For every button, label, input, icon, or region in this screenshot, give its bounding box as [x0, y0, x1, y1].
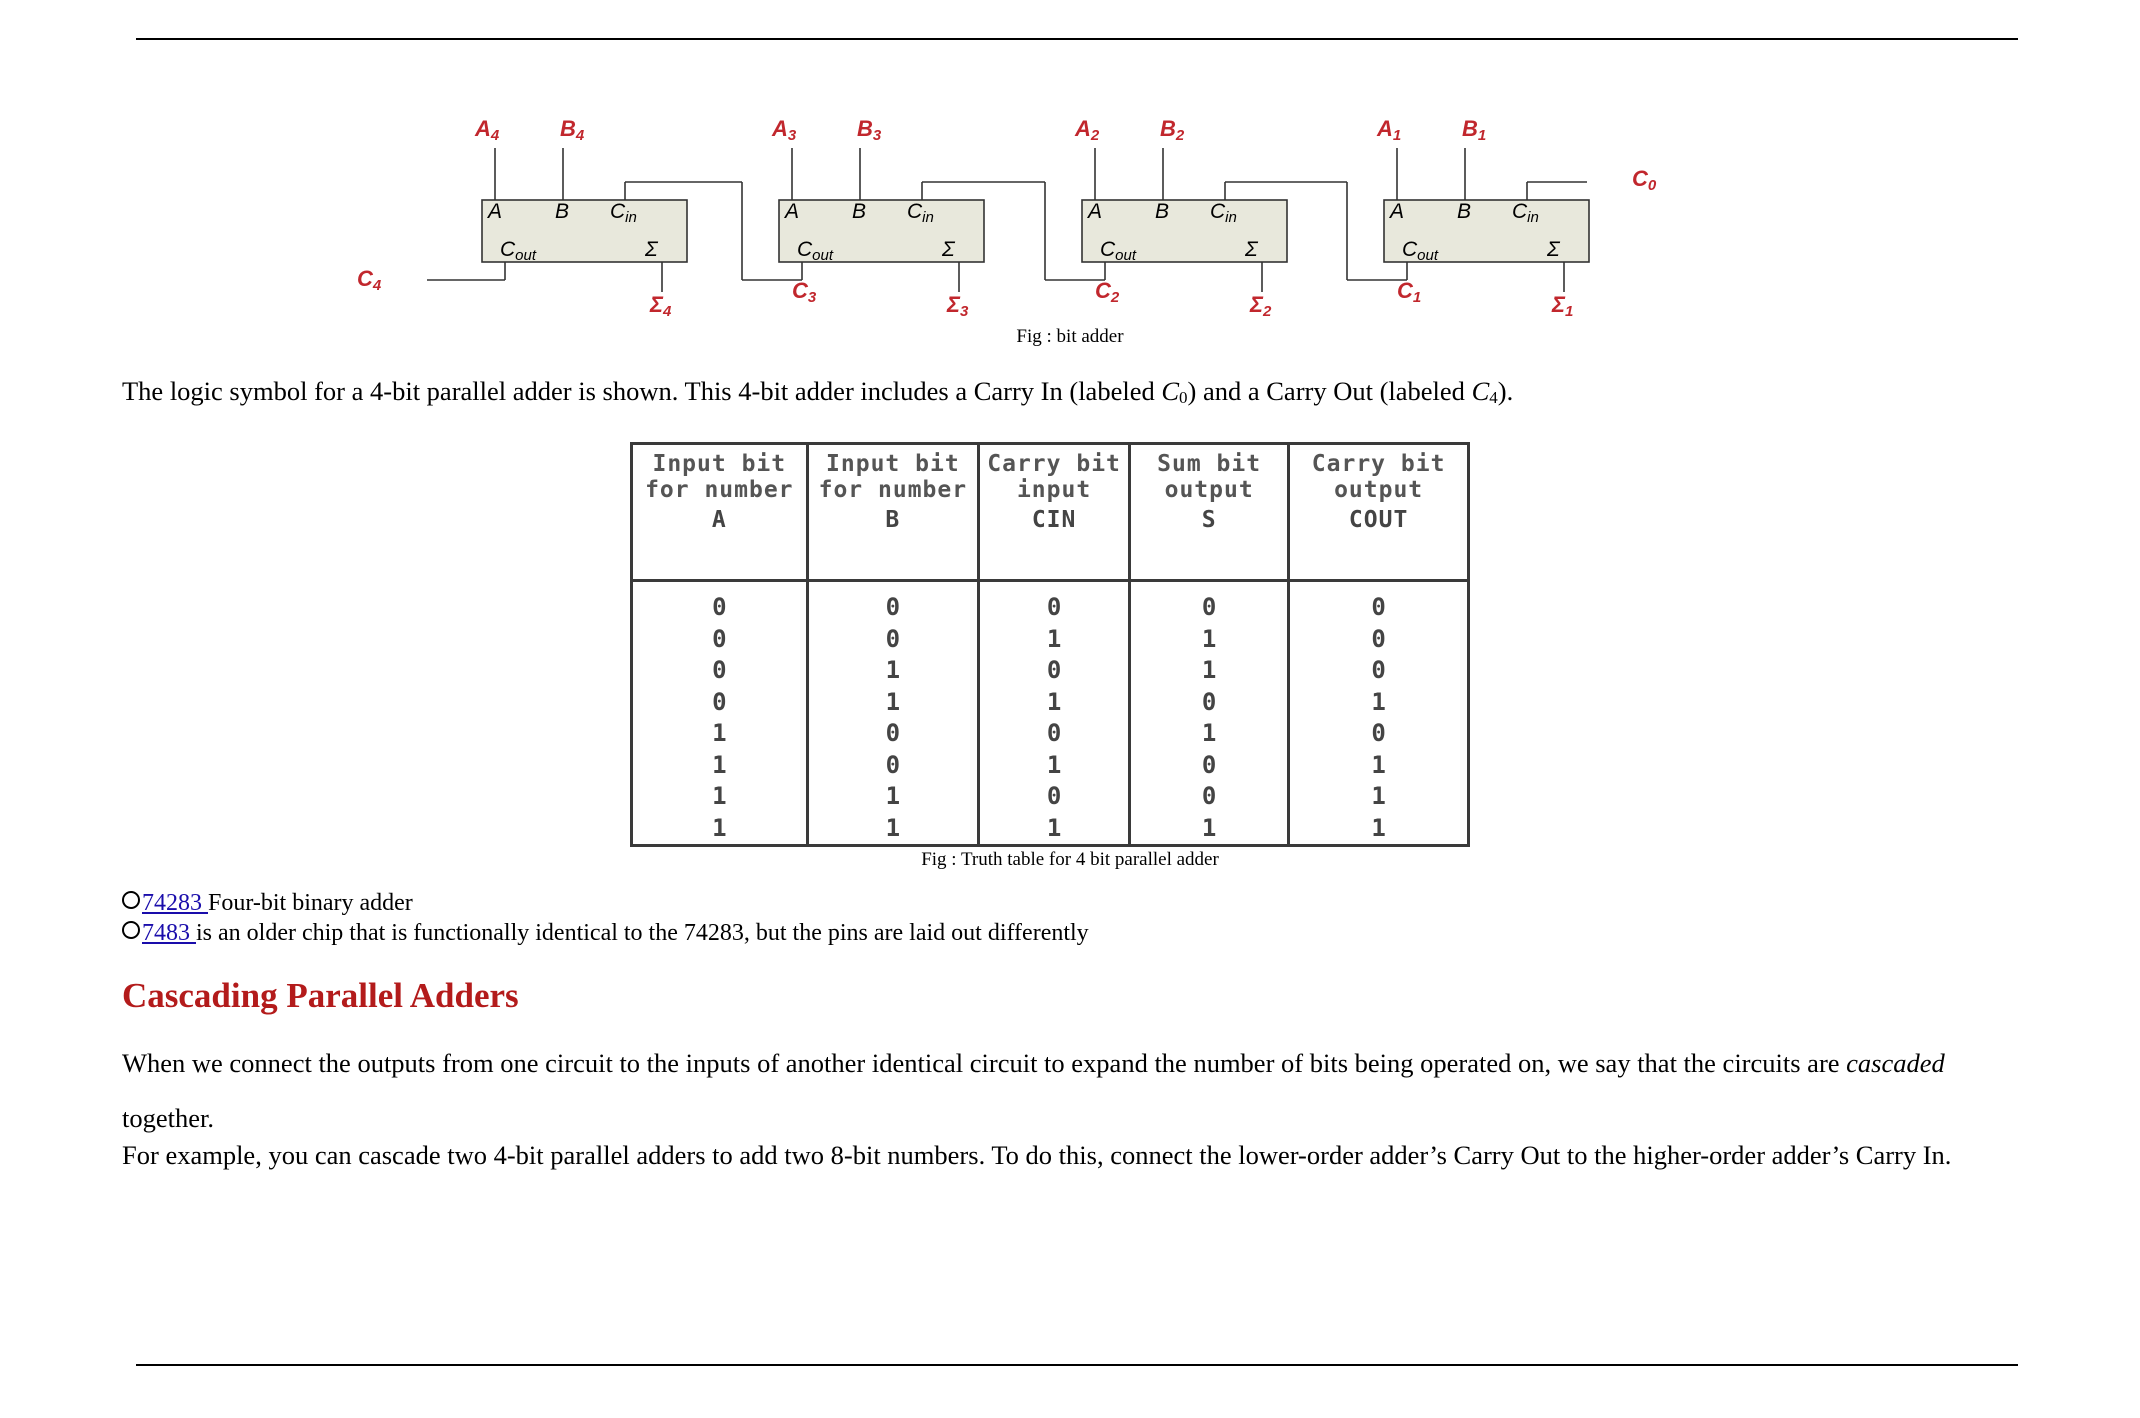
bit-value: 1 [1201, 813, 1217, 842]
box-input-b: B [1155, 200, 1170, 223]
bit-value: 1 [1201, 719, 1217, 747]
circle-bullet-icon [122, 921, 140, 939]
header-text: Carry bit input [987, 451, 1121, 503]
header-text: Carry bit output [1311, 451, 1446, 503]
box-input-b: B [1457, 200, 1472, 223]
diagram-caption: Fig : bit adder [1016, 326, 1124, 347]
bit-value: 0 [1046, 782, 1062, 810]
bit-value: 0 [885, 750, 901, 779]
bit-value: 0 [1046, 719, 1062, 747]
box-carry-in: Cin [1210, 200, 1237, 226]
truth-table [630, 442, 1470, 847]
column-header [1289, 444, 1469, 581]
sum-output-label: Σ3 [947, 292, 969, 320]
bit-value: 1 [1046, 750, 1062, 779]
bit-value: 0 [712, 687, 727, 716]
carry-in-c0-label: C0 [1632, 166, 1657, 194]
bit-value: 1 [1201, 656, 1217, 684]
circle-bullet-icon [122, 891, 140, 909]
header-symbol: S [1201, 507, 1217, 533]
bit-value: 1 [712, 719, 727, 747]
bit-value: 1 [885, 656, 901, 684]
table-column-cell [807, 581, 979, 846]
bit-value: 0 [1201, 782, 1217, 810]
pin-b-label: B2 [1160, 116, 1185, 144]
bit-value: 0 [1371, 656, 1386, 684]
column-header [807, 444, 979, 581]
pin-a-label: A1 [1377, 116, 1402, 144]
bit-value: 0 [885, 593, 901, 621]
bit-value: 0 [712, 593, 727, 621]
bit-value: 0 [1201, 593, 1217, 621]
bit-value: 1 [1371, 813, 1386, 842]
bit-value: 1 [885, 687, 901, 716]
example-paragraph: For example, you can cascade two 4-bit parallel adders to add two 8-bit numbers. To do this, connect the lower-order adder’s Carry Out to the higher-order adder’s Carry In. [122, 1140, 1952, 1170]
table-column-cell [979, 581, 1130, 846]
parallel-adder-diagram [357, 112, 1700, 324]
pin-b-label: B4 [560, 116, 585, 144]
bit-value: 0 [712, 656, 727, 684]
pin-b-label: B1 [1462, 116, 1487, 144]
bit-value: 1 [1371, 782, 1386, 810]
bit-value: 0 [1371, 593, 1386, 621]
bit-value: 0 [712, 624, 727, 653]
section-heading: Cascading Parallel Adders [122, 976, 519, 1015]
column-header [1130, 444, 1289, 581]
carry-out-label: C2 [1095, 278, 1120, 306]
bit-value: 1 [885, 813, 901, 842]
bit-value: 1 [1371, 750, 1386, 779]
bit-value: 0 [1371, 719, 1386, 747]
box-input-b: B [852, 200, 867, 223]
list-item: 74283 Four-bit binary adder [122, 888, 413, 918]
box-input-b: B [555, 200, 570, 223]
top-rule [136, 38, 2018, 40]
bit-value: 1 [1046, 624, 1062, 653]
list-item: 7483 is an older chip that is functionally identical to the 74283, but the pins are laid out differently [122, 918, 1089, 948]
pin-a-label: A4 [475, 116, 500, 144]
adder-stage [357, 116, 687, 320]
bit-value: 1 [885, 782, 901, 810]
pin-a-label: A2 [1075, 116, 1100, 144]
bit-value: 1 [1046, 813, 1062, 842]
box-carry-out: Cout [1100, 238, 1137, 264]
carry-out-label: C3 [792, 278, 817, 306]
box-carry-out: Cout [500, 238, 537, 264]
bit-value: 0 [1201, 687, 1217, 716]
bit-value: 1 [1046, 687, 1062, 716]
bit-value: 1 [1201, 624, 1217, 653]
chip-link-7483[interactable]: 7483 [142, 920, 196, 946]
bit-value: 0 [885, 719, 901, 747]
bit-value: 1 [712, 782, 727, 810]
carry-out-label: C4 [357, 266, 382, 294]
bit-value: 0 [885, 624, 901, 653]
header-text: Sum bit output [1157, 451, 1262, 503]
bit-value: 0 [1046, 656, 1062, 684]
header-symbol: A [711, 507, 727, 533]
truth-table-caption: Fig : Truth table for 4 bit parallel adder [921, 849, 1219, 870]
box-sum: Σ [645, 238, 658, 261]
box-input-a: A [785, 200, 800, 223]
bit-value: 0 [1046, 593, 1062, 621]
column-header [632, 444, 808, 581]
column-header [979, 444, 1130, 581]
box-carry-out: Cout [1402, 238, 1439, 264]
header-symbol: B [885, 507, 901, 533]
table-column-cell [632, 581, 808, 846]
cascade-paragraph: When we connect the outputs from one circuit to the inputs of another identical circuit to expand the number of bits being operated on, we say that the circuits are cascaded together. [122, 1048, 1945, 1133]
header-text: Input bit for number [645, 451, 794, 503]
intro-paragraph: The logic symbol for a 4-bit parallel adder is shown. This 4-bit adder includes a Carry In (labeled C0) and a Carry Out (labeled C4). [122, 376, 1514, 407]
box-input-a: A [488, 200, 503, 223]
sum-output-label: Σ1 [1552, 292, 1574, 320]
pin-a-label: A3 [772, 116, 797, 144]
box-sum: Σ [1245, 238, 1258, 261]
box-carry-in: Cin [610, 200, 637, 226]
bit-value: 0 [1371, 624, 1386, 653]
bit-value: 1 [1371, 687, 1386, 716]
bit-value: 0 [1201, 750, 1217, 779]
header-text: Input bit for number [818, 451, 968, 503]
box-carry-out: Cout [797, 238, 834, 264]
bit-value: 1 [712, 750, 727, 779]
sum-output-label: Σ4 [650, 292, 672, 320]
header-symbol: CIN [1031, 507, 1077, 533]
chip-link-74283[interactable]: 74283 [142, 890, 208, 916]
table-column-cell [1289, 581, 1469, 846]
pin-b-label: B3 [857, 116, 882, 144]
box-sum: Σ [942, 238, 955, 261]
carry-out-label: C1 [1397, 278, 1422, 306]
box-sum: Σ [1547, 238, 1560, 261]
box-input-a: A [1390, 200, 1405, 223]
sum-output-label: Σ2 [1250, 292, 1272, 320]
table-column-cell [1130, 581, 1289, 846]
box-input-a: A [1088, 200, 1103, 223]
box-carry-in: Cin [1512, 200, 1539, 226]
bottom-rule [136, 1364, 2018, 1366]
header-symbol: COUT [1348, 507, 1409, 533]
box-carry-in: Cin [907, 200, 934, 226]
bit-value: 1 [712, 813, 727, 842]
